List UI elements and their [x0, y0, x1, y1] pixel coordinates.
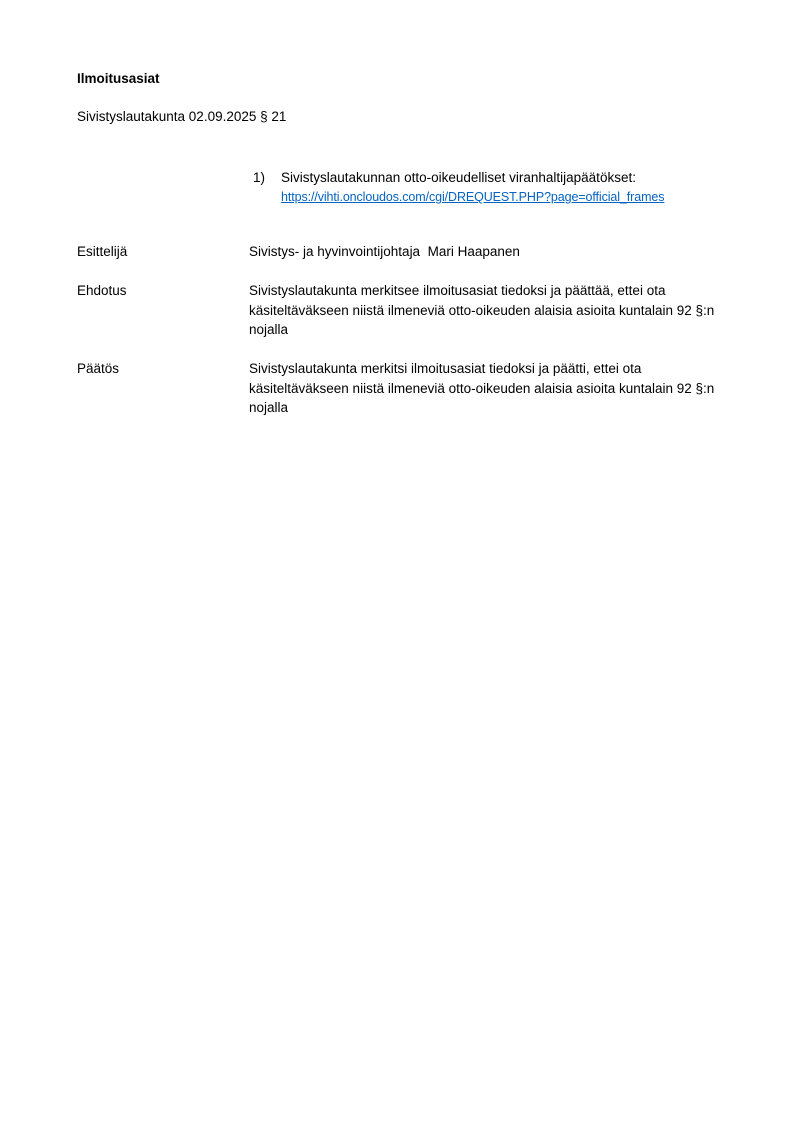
proposal-label: Ehdotus — [77, 283, 127, 298]
list-item-text: Sivistyslautakunnan otto-oikeudelliset viranhaltijapäätökset: — [281, 170, 636, 185]
list-item-number: 1) — [253, 170, 266, 185]
document-title: Ilmoitusasiat — [77, 71, 160, 86]
meeting-reference: Sivistyslautakunta 02.09.2025 § 21 — [77, 109, 287, 124]
presenter-value: Sivistys- ja hyvinvointijohtaja Mari Haapanen — [249, 244, 520, 259]
presenter-row — [77, 242, 747, 262]
decision-value: Sivistyslautakunta merkitsi ilmoitusasiat tiedoksi ja päätti, ettei ota käsiteltäväkseen niistä ilmeneviä otto-oikeuden alaisia asioita kuntalain 92 §:n nojalla — [249, 361, 715, 415]
list-item-body — [281, 168, 733, 207]
proposal-row — [77, 281, 747, 340]
notice-list — [253, 168, 733, 207]
presenter-label: Esittelijä — [77, 244, 128, 259]
decision-label: Päätös — [77, 361, 120, 376]
decision-row — [77, 359, 747, 418]
official-decisions-link[interactable]: https://vihti.oncloudos.com/cgi/DREQUEST.PHP?page=official_frames — [281, 190, 665, 204]
proposal-value: Sivistyslautakunta merkitsee ilmoitusasiat tiedoksi ja päättää, ettei ota käsiteltäväkseen niistä ilmeneviä otto-oikeuden alaisia asioita kuntalain 92 §:n nojalla — [249, 283, 715, 337]
list-item — [253, 168, 733, 207]
